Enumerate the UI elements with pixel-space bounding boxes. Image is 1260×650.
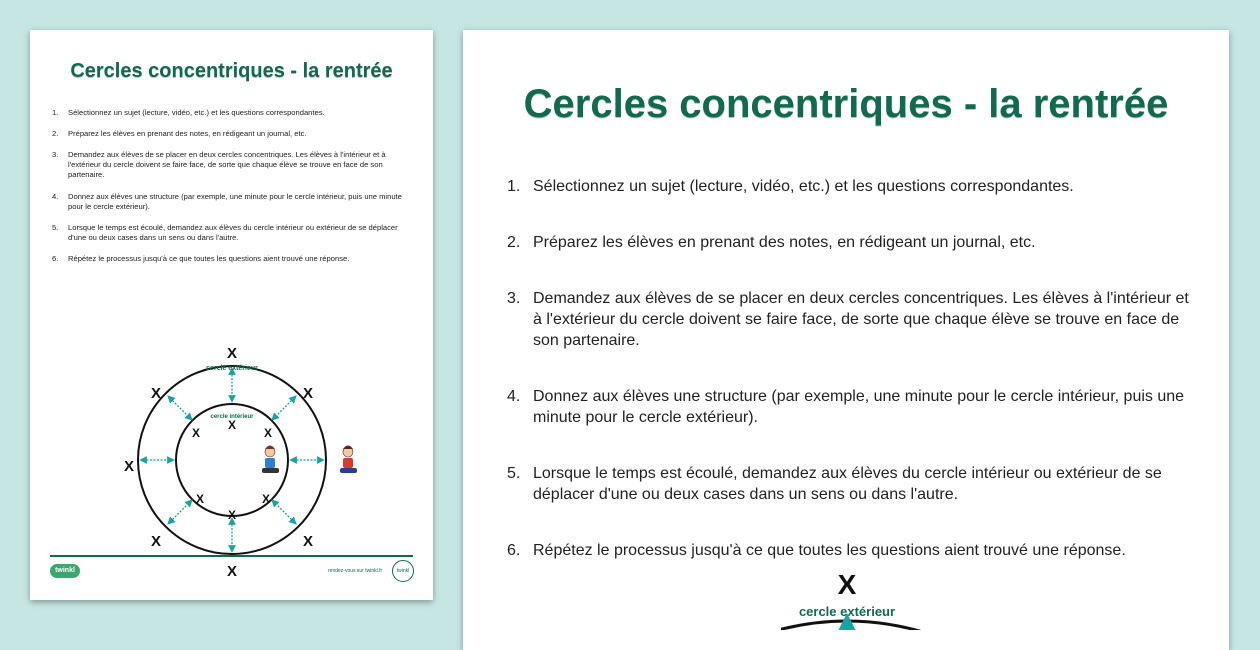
step-item: 3. Demandez aux élèves de se placer en deux cercles concentriques. Les élèves à l'intérieur et à l'extérieur du cercle doivent se faire face, de sorte que chaque élève se trouve en face de son partenaire. [52, 150, 386, 179]
outer-marker: X [837, 569, 857, 600]
step-item: 3. Demandez aux élèves de se placer en deux cercles concentriques. Les élèves à l'intérieur et à l'extérieur du cercle doivent se faire face, de sorte que chaque élève se trouve en face de son partenaire. [507, 290, 1189, 349]
inner-circle-label: cercle intérieur [210, 414, 254, 420]
inner-marker: X [195, 492, 205, 506]
inner-marker: X [263, 426, 273, 440]
inner-marker: X [261, 492, 271, 506]
step-item: 6. Répétez le processus jusqu'à ce que toutes les questions aient trouvé une réponse. [507, 542, 1126, 559]
step-item: 4. Donnez aux élèves une structure (par exemple, une minute pour le cercle intérieur, puis une minute pour le cercle extérieur). [507, 388, 1185, 426]
twinkl-logo: twinkl [50, 564, 80, 578]
thumbnail-page[interactable] [30, 30, 433, 600]
step-item: 2. Préparez les élèves en prenant des notes, en rédigeant un journal, etc. [52, 129, 307, 138]
page-title: Cercles concentriques - la rentrée [523, 82, 1169, 126]
step-item: 1. Sélectionnez un sujet (lecture, vidéo, etc.) et les questions correspondantes. [52, 108, 325, 117]
outer-marker: X [150, 385, 162, 402]
step-item: 5. Lorsque le temps est écoulé, demandez aux élèves du cercle intérieur ou extérieur de se déplacer d'une ou deux cases dans un sens ou dans l'autre. [52, 223, 398, 242]
steps-list [507, 176, 1189, 596]
step-item: 2. Préparez les élèves en prenant des notes, en rédigeant un journal, etc. [507, 234, 1036, 251]
outer-circle-label: cercle extérieur [206, 365, 258, 372]
step-item: 5. Lorsque le temps est écoulé, demandez aux élèves du cercle intérieur ou extérieur de se déplacer d'une ou deux cases dans un sens ou dans l'autre. [507, 465, 1162, 503]
thumbnail-title: Cercles concentriques - la rentrée [70, 60, 393, 82]
step-item: 6. Répétez le processus jusqu'à ce que toutes les questions aient trouvé une réponse. [52, 254, 350, 263]
step-item: 1. Sélectionnez un sujet (lecture, vidéo, etc.) et les questions correspondantes. [507, 178, 1074, 195]
inner-marker: X [227, 418, 237, 432]
step-item: 4. Donnez aux élèves une structure (par exemple, une minute pour le cercle intérieur, puis une minute pour le cercle extérieur). [52, 192, 402, 211]
outer-circle-arc [781, 621, 921, 630]
thumbnail-steps-list [52, 108, 415, 275]
outer-circle-label: cercle extérieur [798, 604, 896, 619]
outer-marker: X [226, 563, 238, 580]
footer-divider [50, 555, 413, 557]
inner-marker: X [227, 508, 237, 522]
concentric-circles-diagram [120, 310, 390, 585]
outer-marker: X [150, 533, 162, 550]
student-outer-illustration [340, 446, 357, 474]
outer-marker: X [302, 385, 314, 402]
concentric-circles-diagram-partial [781, 560, 921, 630]
movement-arrows [143, 371, 321, 549]
main-page[interactable] [463, 30, 1229, 650]
footer-badge: twinkl [392, 560, 414, 582]
student-inner-illustration [262, 446, 279, 474]
outer-marker: X [226, 345, 238, 362]
outer-marker: X [302, 533, 314, 550]
footer-url: rendez-vous sur twinkl.fr [328, 568, 383, 574]
outer-marker: X [123, 458, 135, 475]
inner-marker: X [191, 426, 201, 440]
